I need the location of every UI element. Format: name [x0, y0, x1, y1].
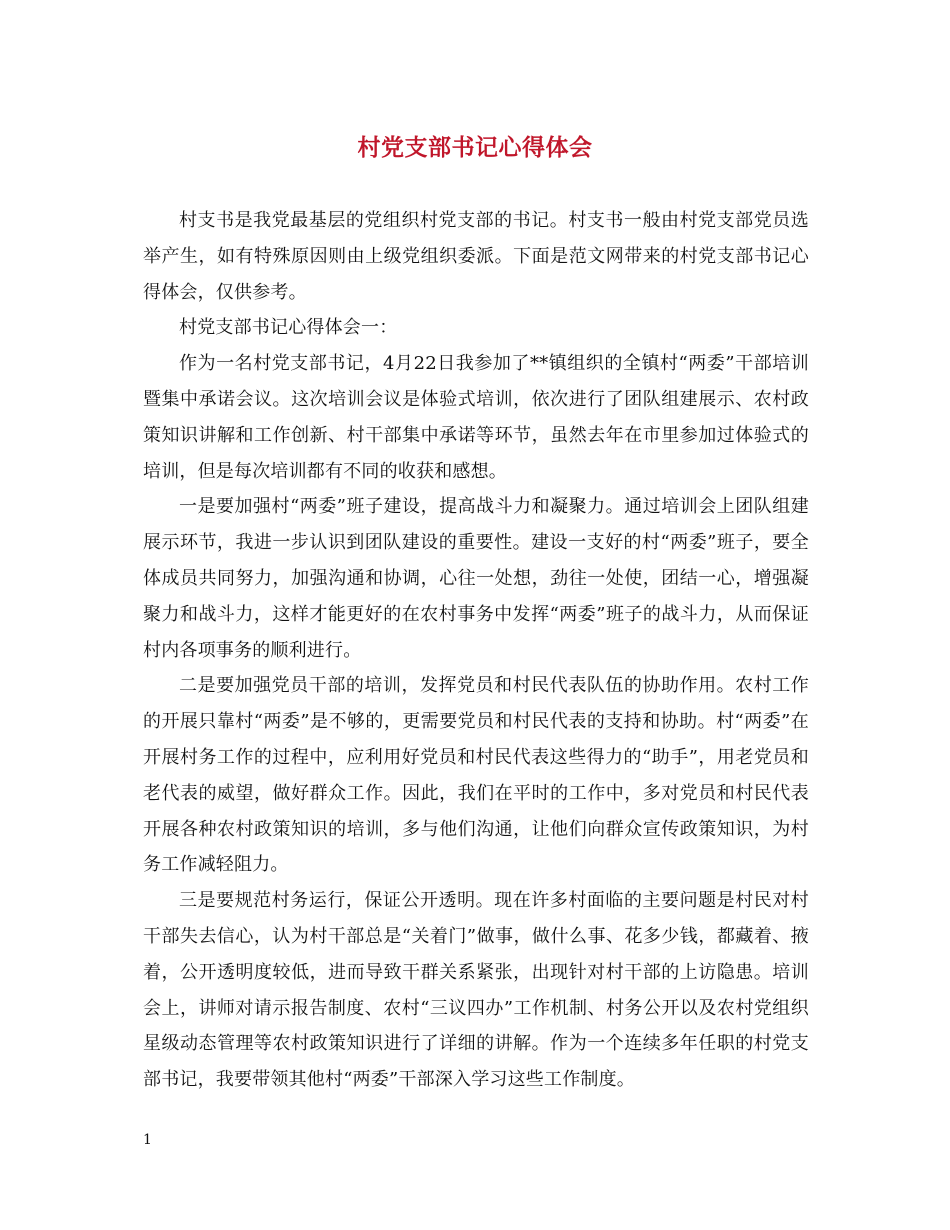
body-paragraph: 二是要加强党员干部的培训，发挥党员和村民代表队伍的协助作用。农村工作的开展只靠村“两委”是不够的，更需要党员和村民代表的支持和协助。村“两委”在开展村务工作的过程中，应利用好党员和村民代表这些得力的“助手”，用老党员和老代表的威望，做好群众工作。因此，我们在平时的工作中，多对党员和村民代表开展各种农村政策知识的培训，多与他们沟通，让他们向群众宣传政策知识，为村务工作减轻阻力。 [143, 675, 809, 876]
page-number: 1 [143, 1132, 152, 1148]
body-paragraph: 作为一名村党支部书记，4月22日我参加了**镇组织的全镇村“两委”干部培训暨集中承诺会议。这次培训会议是体验式培训，依次进行了团队组建展示、农村政策知识讲解和工作创新、村干部集中承诺等环节，虽然去年在市里参加过体验式的培训，但是每次培训都有不同的收获和感想。 [143, 353, 809, 482]
document-body [143, 203, 809, 1098]
section-heading: 村党支部书记心得体会一： [179, 317, 398, 339]
body-paragraph: 三是要规范村务运行，保证公开透明。现在许多村面临的主要问题是村民对村干部失去信心，认为村干部总是“关着门”做事，做什么事、花多少钱，都藏着、掖着，公开透明度较低，进而导致干群关系紧张，出现针对村干部的上访隐患。培训会上，讲师对请示报告制度、农村“三议四办”工作机制、村务公开以及农村党组织星级动态管理等农村政策知识进行了详细的讲解。作为一个连续多年任职的村党支部书记，我要带领其他村“两委”干部深入学习这些工作制度。 [143, 890, 809, 1091]
body-paragraph: 一是要加强村“两委”班子建设，提高战斗力和凝聚力。通过培训会上团队组建展示环节，我进一步认识到团队建设的重要性。建设一支好的村“两委”班子，要全体成员共同努力，加强沟通和协调，心往一处想，劲往一处使，团结一心，增强凝聚力和战斗力，这样才能更好的在农村事务中发挥“两委”班子的战斗力，从而保证村内各项事务的顺利进行。 [143, 496, 809, 661]
document-title: 村党支部书记心得体会 [357, 134, 593, 161]
intro-paragraph: 村支书是我党最基层的党组织村党支部的书记。村支书一般由村党支部党员选举产生，如有特殊原因则由上级党组织委派。下面是范文网带来的村党支部书记心得体会，仅供参考。 [143, 210, 809, 303]
